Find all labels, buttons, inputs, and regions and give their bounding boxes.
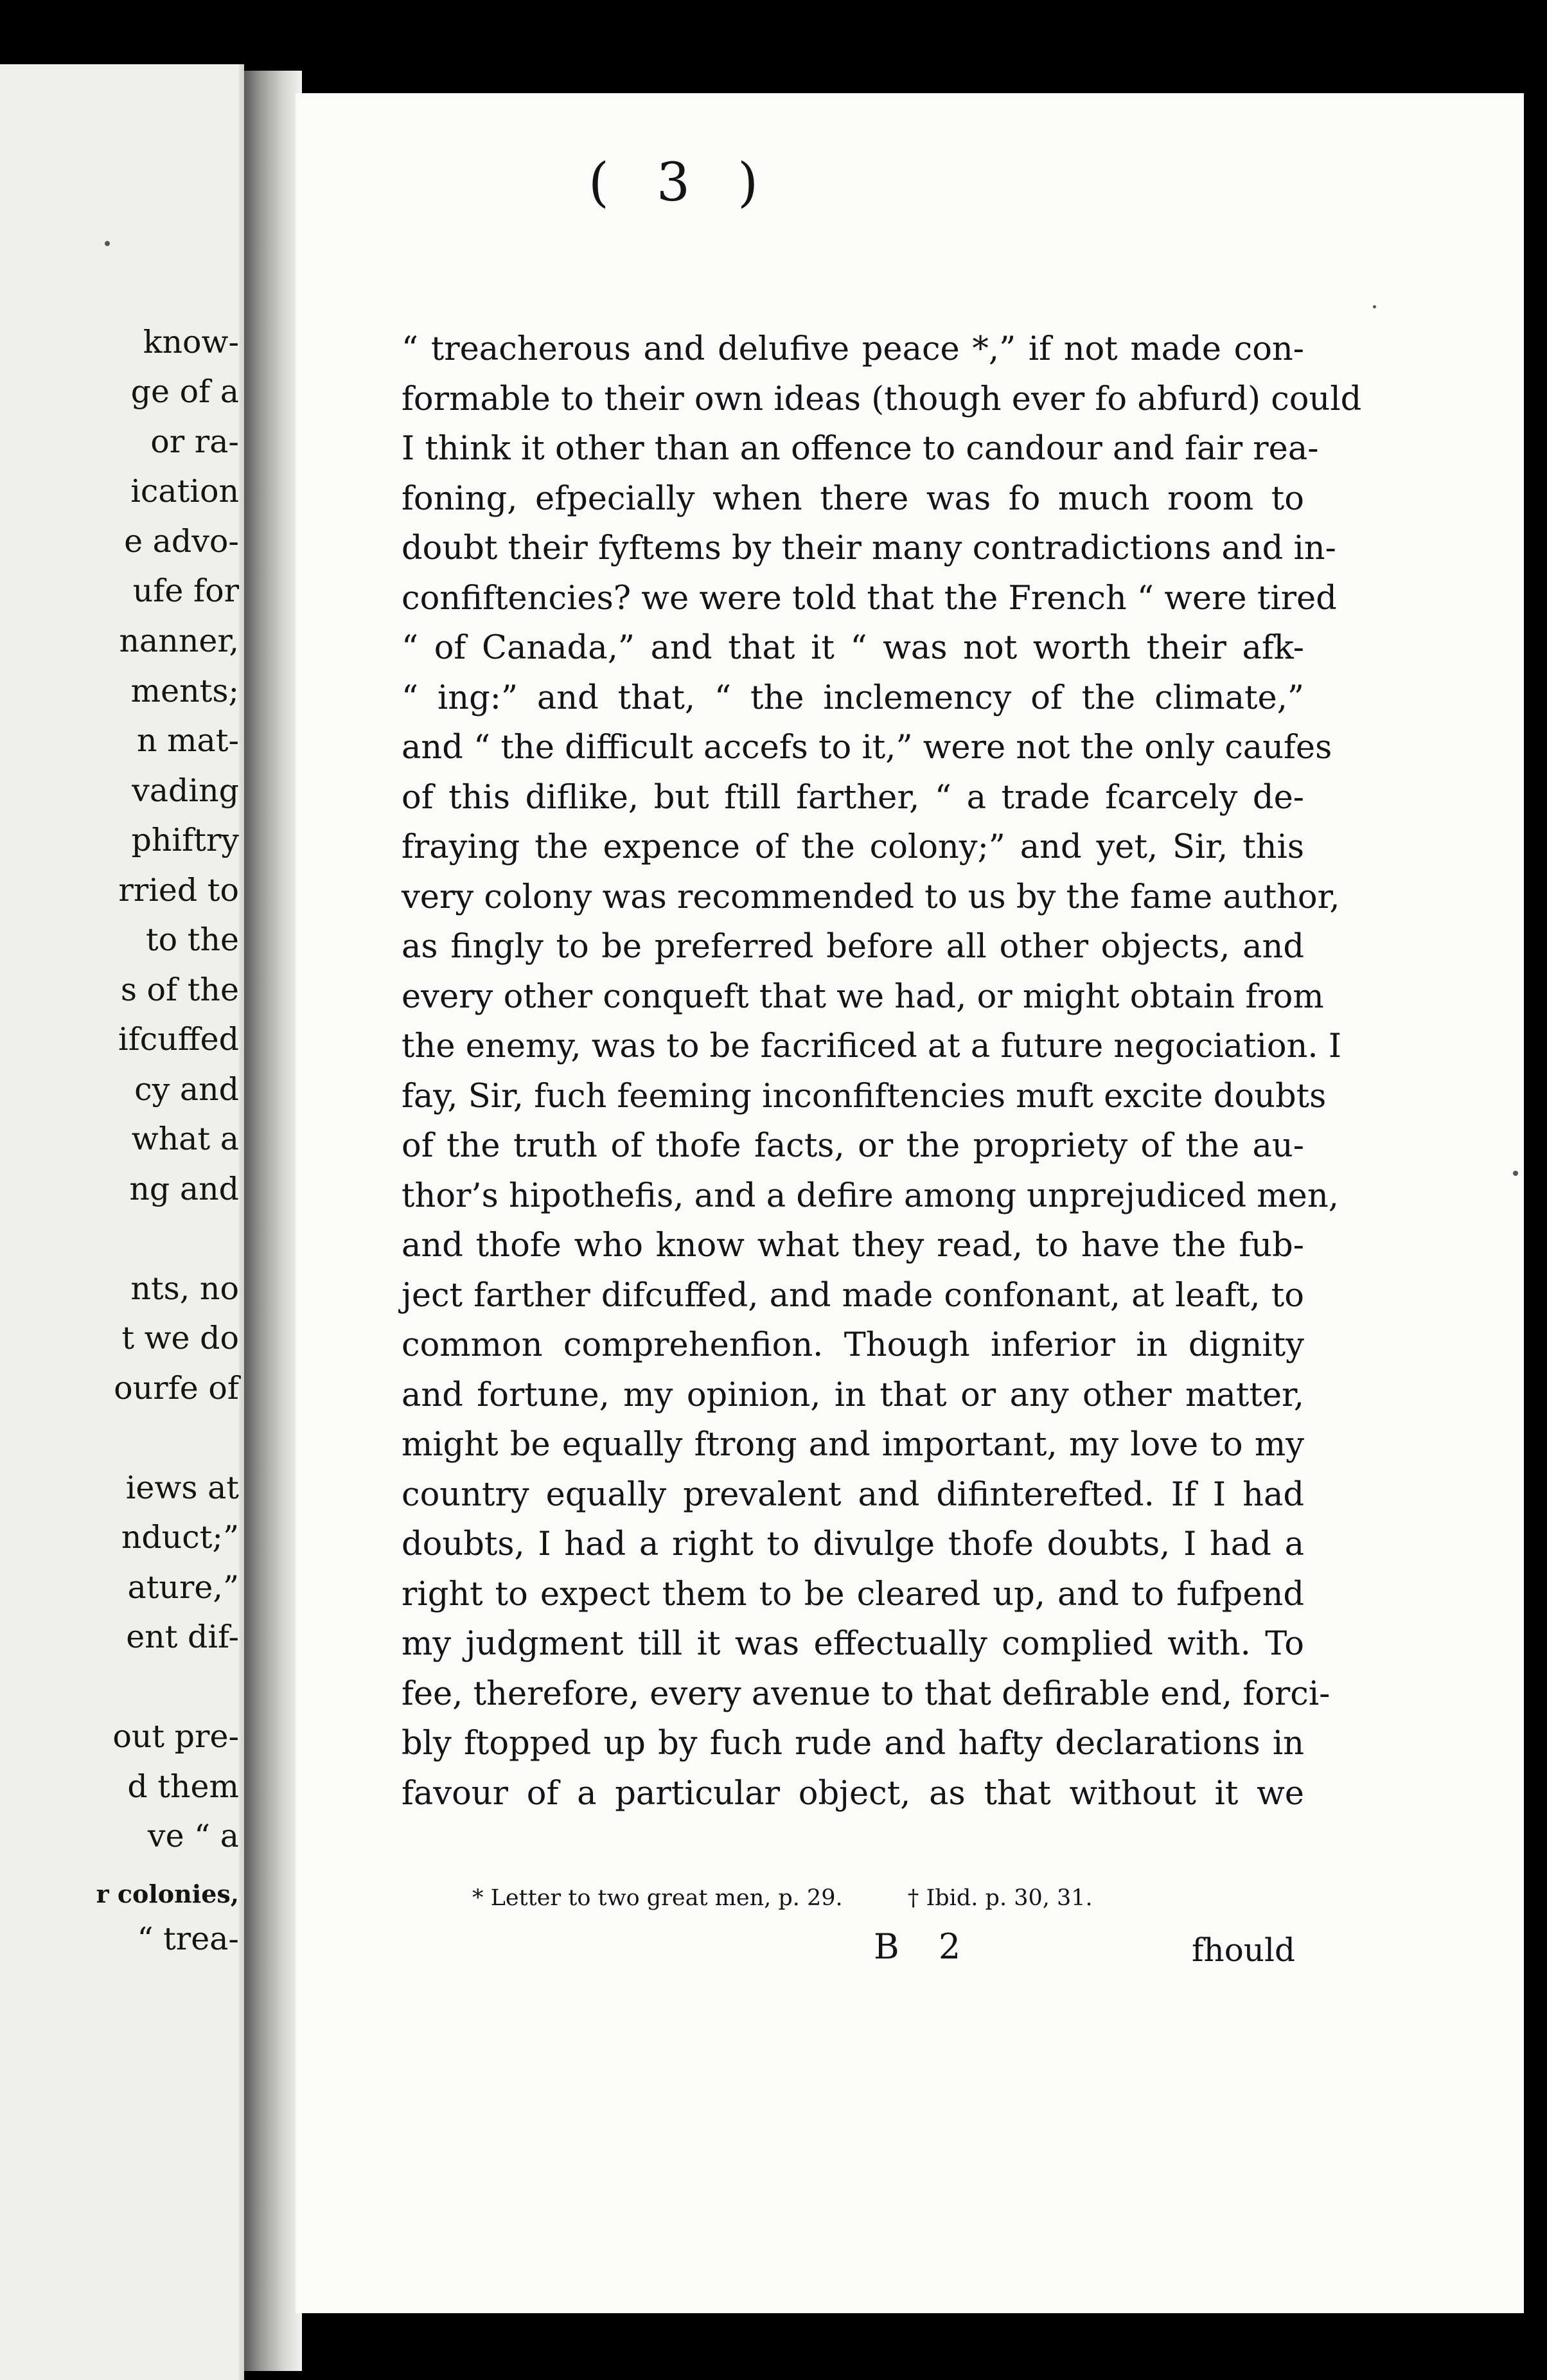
footnotes — [472, 1883, 1307, 1914]
text-line: the enemy, was to be facrificed at a future negociation. I — [402, 1027, 1341, 1065]
facing-line: n mat- — [136, 722, 239, 759]
page-number: ( 3 ) — [588, 152, 774, 213]
text-line: I think it other than an offence to candour and fair rea- — [402, 430, 1319, 468]
facing-line: nts, no — [130, 1270, 239, 1307]
body-text — [402, 324, 1362, 1818]
facing-line: iews at — [125, 1470, 239, 1506]
ink-speck — [1373, 305, 1376, 308]
text-line: might be equally ftrong and important, my love to my — [402, 1426, 1304, 1464]
facing-line: ent dif- — [126, 1619, 239, 1655]
text-line: “ treacherous and delufive peace *,” if not made con- — [402, 330, 1304, 368]
text-line: and thofe who know what they read, to have the fub- — [402, 1227, 1304, 1265]
facing-line: cy and — [134, 1071, 239, 1108]
text-line: common comprehenfion. Though inferior in dignity — [402, 1326, 1304, 1364]
facing-line: ge of a — [130, 373, 239, 410]
text-line: fee, therefore, every avenue to that defirable end, forci- — [402, 1674, 1330, 1713]
facing-line: out pre- — [112, 1718, 239, 1755]
page-edge-shadow — [239, 64, 244, 2380]
facing-line: d them — [127, 1768, 239, 1805]
text-line: country equally prevalent and difinterefted. If I had — [402, 1475, 1304, 1514]
facing-line: or ra- — [150, 423, 239, 460]
text-line: doubts, I had a right to divulge thofe doubts, I had a — [402, 1525, 1304, 1563]
text-line: and “ the difficult accefs to it,” were not the only caufes — [402, 729, 1332, 767]
facing-line: ifcuffed — [118, 1021, 239, 1058]
text-line: my judgment till it was effectually complied with. To — [402, 1625, 1304, 1663]
facing-line: what a — [131, 1121, 239, 1157]
text-line: right to expect them to be cleared up, and to fufpend — [402, 1575, 1304, 1613]
ink-speck — [105, 241, 110, 246]
facing-line: ufe for — [132, 573, 239, 609]
text-line: of this diflike, but ftill farther, “ a trade fcarcely de- — [402, 778, 1304, 817]
text-line: formable to their own ideas (though ever fo abfurd) could — [402, 380, 1362, 418]
facing-line: nduct;” — [121, 1519, 239, 1556]
facing-line: ng and — [129, 1171, 239, 1207]
text-line: as fingly to be preferred before all other objects, and — [402, 928, 1304, 966]
text-line: foning, efpecially when there was fo much room to — [402, 479, 1304, 518]
facing-line: nanner, — [119, 623, 239, 659]
facing-line: r colonies, — [96, 1879, 239, 1908]
text-line: thor’s hipothefis, and a defire among unprejudiced men, — [402, 1177, 1339, 1215]
facing-line: “ trea- — [137, 1921, 239, 1957]
facing-line: know- — [143, 324, 239, 360]
binding-gutter — [244, 71, 302, 2371]
footnote-b: † Ibid. p. 30, 31. — [907, 1885, 1093, 1911]
text-line: favour of a particular object, as that without it we — [402, 1774, 1304, 1813]
facing-line: phiftry — [131, 822, 239, 858]
signature-mark: B 2 — [874, 1926, 975, 1967]
text-line: fay, Sir, fuch feeming inconfiftencies muft excite doubts — [402, 1077, 1327, 1115]
text-line: fraying the expence of the colony;” and yet, Sir, this — [402, 828, 1304, 866]
text-line: and fortune, my opinion, in that or any other matter, — [402, 1376, 1304, 1414]
facing-line: rried to — [118, 872, 239, 909]
text-line: ject farther difcuffed, and made confonant, at leaft, to — [402, 1276, 1304, 1315]
facing-line: t we do — [121, 1320, 239, 1356]
text-line: “ of Canada,” and that it “ was not worth their afk- — [402, 629, 1304, 667]
text-line: every other conqueft that we had, or might obtain from — [402, 977, 1324, 1016]
facing-line: vading — [132, 772, 239, 809]
facing-line: ourfe of — [114, 1370, 239, 1407]
facing-line: ication — [130, 473, 239, 510]
facing-line: ve “ a — [147, 1818, 239, 1854]
text-line: doubt their fyftems by their many contradictions and in- — [402, 529, 1336, 567]
text-line: of the truth of thofe facts, or the propriety of the au- — [402, 1127, 1304, 1165]
facing-line: ature,” — [127, 1569, 239, 1606]
text-line: very colony was recommended to us by the fame author, — [402, 878, 1340, 916]
footnote-a: * Letter to two great men, p. 29. — [472, 1885, 843, 1911]
facing-line: ments; — [130, 673, 239, 709]
text-line: bly ftopped up by fuch rude and hafty declarations in — [402, 1725, 1304, 1763]
facing-line: e advo- — [124, 523, 239, 560]
ink-speck — [1513, 1171, 1518, 1176]
facing-line: s of the — [120, 972, 239, 1008]
catchword: fhould — [1192, 1932, 1296, 1969]
facing-page — [0, 64, 244, 2380]
facing-line: to the — [145, 921, 239, 958]
text-line: “ ing:” and that, “ the inclemency of the climate,” — [402, 679, 1304, 717]
text-line: confiftencies? we were told that the French “ were tired — [402, 579, 1337, 617]
